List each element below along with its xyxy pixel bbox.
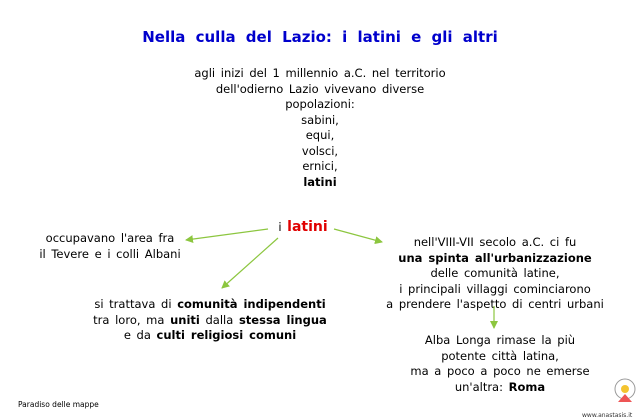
people-item: volsci, [301,143,339,158]
alba-line-roma: un'altra: Roma [454,379,546,394]
urbanization-bold-line: una spinta all'urbanizzazione [398,250,592,265]
alba-line: potente città latina, [441,348,559,363]
urbanization-line: i principali villaggi cominciarono [399,281,591,296]
intro-line: popolazioni: [285,97,355,111]
people-item: sabini, [301,112,339,127]
urbanization-line: nell'VIII-VII secolo a.C. ci fu [413,235,577,249]
people-item: equi, [305,128,335,142]
arrow-to-territory [186,229,268,240]
communities-line-3: e da culti religiosi comuni [123,328,297,342]
arrow-to-urbanization [334,229,382,242]
page-title: Nella culla del Lazio: i latini e gli altri [142,28,498,46]
central-highlight: latini [287,219,328,235]
site-url: www.anastasis.it [582,412,633,419]
footer-label: Paradiso delle mappe [18,400,99,409]
people-item-latini: latini [303,174,337,189]
intro-line: agli inizi del 1 millennio a.C. nel territorio [194,66,446,80]
territory-line: il Tevere e i colli Albani [39,246,181,261]
communities-line-1: si trattava di comunità indipendenti [94,297,326,311]
central-prefix: i [278,220,282,234]
communities-line-2: tra loro, ma uniti dalla stessa lingua [93,312,327,327]
territory-line: occupavano l'area fra [45,231,175,245]
alba-line: Alba Longa rimase la più [424,333,576,347]
arrow-to-communities [222,238,278,288]
intro-line: dell'odierno Lazio vivevano diverse [215,81,425,96]
logo-icon [614,378,636,404]
people-item: ernici, [302,159,338,173]
urbanization-line: a prendere l'aspetto di centri urbani [386,297,604,311]
urbanization-line: delle comunità latine, [430,266,560,280]
alba-line: ma a poco a poco ne emerse [410,364,590,378]
